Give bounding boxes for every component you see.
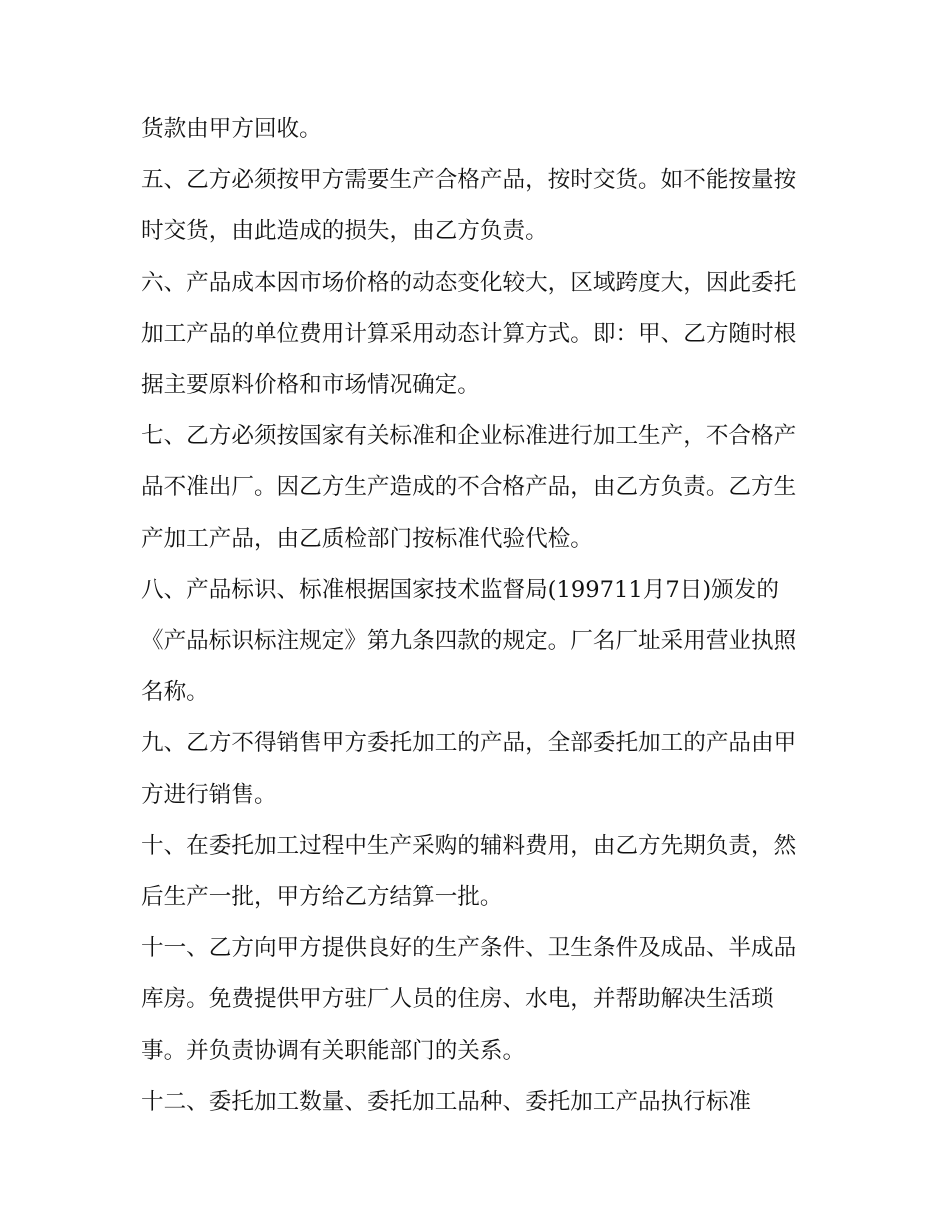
paragraph-clause-7: 七、乙方必须按国家有关标准和企业标准进行加工生产，不合格产品不准出厂。因乙方生产造成的不合格产品，由乙方负责。乙方生产加工产品，由乙质检部门按标准代验代检。: [141, 423, 797, 552]
paragraph-payment-collection: 货款由甲方回收。: [141, 116, 322, 142]
paragraph-clause-5: 五、乙方必须按甲方需要生产合格产品，按时交货。如不能按量按时交货，由此造成的损失，由乙方负责。: [141, 167, 797, 245]
paragraph-clause-6: 六、产品成本因市场价格的动态变化较大，区域跨度大，因此委托加工产品的单位费用计算采用动态计算方式。即：甲、乙方随时根据主要原料价格和市场情况确定。: [141, 269, 797, 399]
paragraph-clause-8: 八、产品标识、标准根据国家技术监督局(199711月7日)颁发的《产品标识标注规定》第九条四款的规定。厂名厂址采用营业执照名称。: [141, 576, 797, 706]
paragraph-clause-11: 十一、乙方向甲方提供良好的生产条件、卫生条件及成品、半成品库房。免费提供甲方驻厂人员的住房、水电，并帮助解决生活琐事。并负责协调有关职能部门的关系。: [141, 935, 797, 1064]
paragraph-clause-10: 十、在委托加工过程中生产采购的辅料费用，由乙方先期负责，然后生产一批，甲方给乙方结算一批。: [141, 832, 797, 911]
paragraph-clause-12: 十二、委托加工数量、委托加工品种、委托加工产品执行标准: [141, 1088, 752, 1115]
document-body: [141, 104, 813, 1128]
paragraph-clause-9: 九、乙方不得销售甲方委托加工的产品，全部委托加工的产品由甲方进行销售。: [141, 730, 797, 808]
